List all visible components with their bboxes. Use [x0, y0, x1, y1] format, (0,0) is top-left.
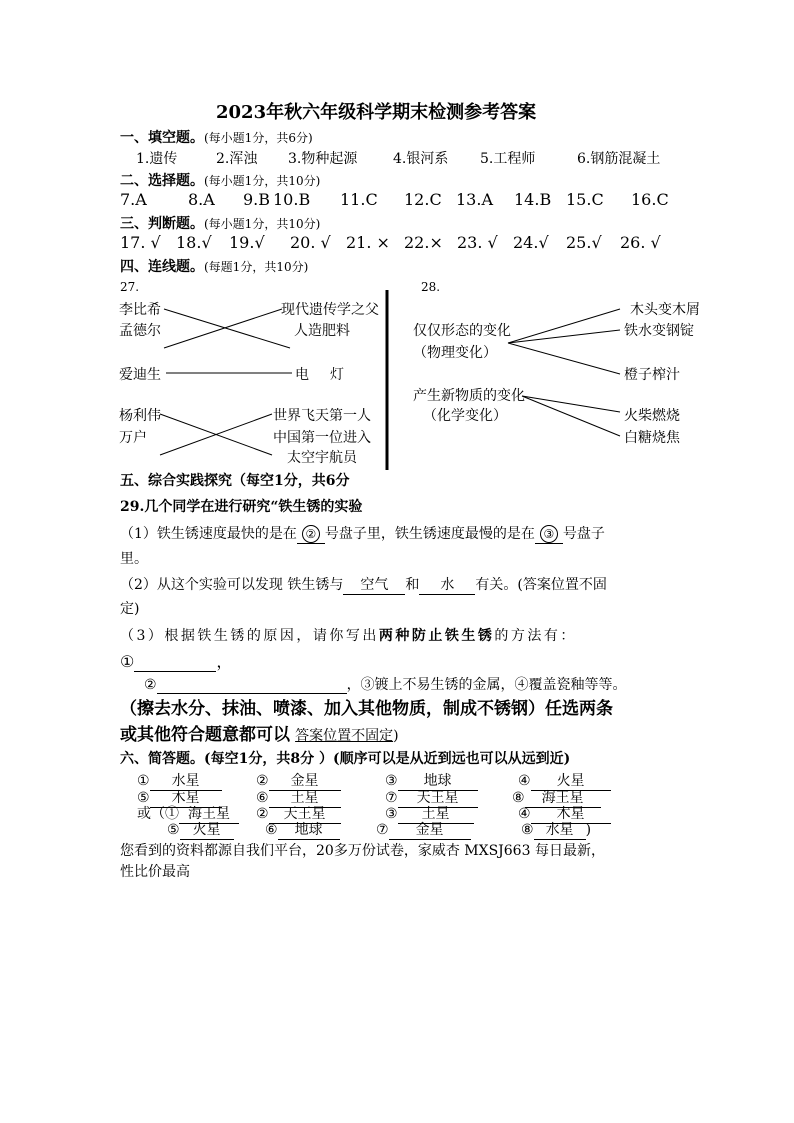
sec3-answer: 24.√: [513, 233, 549, 252]
sec1-answer: 3.物种起源: [288, 151, 358, 167]
planet-answer: ② 金星: [256, 770, 341, 791]
q28-right-item: 橙子榨汁: [624, 367, 680, 383]
q27-right-item: 世界飞天第一人: [273, 408, 371, 424]
q27-left-item: 杨利伟: [119, 408, 161, 424]
section-3-heading: 三、判断题。(每小题1分，共10分): [120, 216, 321, 232]
sec1-answer: 1.遗传: [136, 151, 178, 167]
sec2-answer: 9.B: [243, 190, 271, 209]
footer-line-2: 性比价最高: [120, 864, 190, 880]
section-4-heading: 四、连线题。(每题1分，共10分): [120, 259, 309, 275]
section-1-heading: 一、填空题。(每小题1分，共6分): [120, 130, 313, 146]
sec2-answer: 11.C: [340, 190, 378, 209]
q28-left-item: 仅仅形态的变化: [413, 323, 511, 339]
planet-answer-alt: 或（① 海王星: [137, 803, 239, 824]
sec2-answer: 14.B: [514, 190, 552, 209]
q28-right-item: 木头变木屑: [630, 302, 700, 318]
planet-answer: ⑦ 天王星: [385, 787, 478, 808]
planet-answer: ⑧ 海王星: [512, 787, 601, 808]
sec2-answer: 8.A: [188, 190, 215, 209]
planet-answer-alt: ② 天王星: [256, 803, 341, 824]
sec3-answer: 17. √: [120, 233, 161, 252]
q28-left-item: （物理变化）: [413, 345, 497, 361]
q28-line: [508, 343, 620, 374]
q29-part3: （3）根据铁生锈的原因，请你写出两种防止铁生锈的方法有：: [120, 628, 577, 644]
sec3-answer: 21. ×: [346, 233, 390, 252]
sec3-answer: 26. √: [620, 233, 661, 252]
sec2-answer: 10.B: [273, 190, 311, 209]
q27-right-item: 电: [295, 367, 309, 383]
answer-blank: 空气: [343, 574, 405, 595]
q29-part2-cont: 定): [120, 601, 140, 617]
section-6-heading: 六、简答题。(每空1分，共8分 ）(顺序可以是从近到远也可以从远到近): [120, 751, 571, 767]
sec2-answer: 16.C: [631, 190, 669, 209]
planet-answer: ⑤ 木星: [137, 787, 222, 808]
planet-answer-alt: ⑥ 地球: [265, 819, 340, 840]
sec1-answer: 2.浑浊: [216, 151, 258, 167]
q27-left-item: 万户: [119, 430, 147, 446]
sec3-answer: 23. √: [457, 233, 498, 252]
q28-line: [522, 396, 620, 436]
answer-blank: [134, 652, 216, 672]
answer-blank: ②: [297, 525, 325, 544]
answer-blank: ③: [535, 525, 563, 544]
section-5-heading: 五、综合实践探究（每空1分，共6分: [120, 473, 350, 489]
q29-answer-line1: （擦去水分、抹油、喷漆、加入其他物质，制成不锈钢）任选两条: [120, 699, 613, 719]
q28-right-item: 火柴燃烧: [624, 408, 680, 424]
sec3-answer: 19.√: [229, 233, 265, 252]
sec2-answer: 15.C: [566, 190, 604, 209]
q29-part2: （2）从这个实验可以发现 铁生锈与 空气 和 水 有关。(答案位置不固: [120, 574, 607, 595]
q28-right-item: 铁水变钢锭: [624, 323, 694, 339]
page-title: 2023年秋六年级科学期末检测参考答案: [216, 102, 537, 123]
q28-right-item: 白糖烧焦: [624, 430, 680, 446]
q27-right-item: 中国第一位进入: [273, 430, 371, 446]
sec3-answer: 18.√: [176, 233, 212, 252]
sec3-answer: 20. √: [290, 233, 331, 252]
sec1-answer: 6.钢筋混凝土: [577, 151, 661, 167]
q27-right-item: 现代遗传学之父: [281, 302, 379, 318]
sec3-answer: 22.×: [404, 233, 443, 252]
q27-right-item: 灯: [330, 367, 344, 383]
q28-line: [522, 396, 620, 412]
planet-answer: ⑥ 土星: [256, 787, 341, 808]
q27-label: 27.: [120, 280, 140, 294]
q29-blank-2: ② ，③镀上不易生锈的金属，④覆盖瓷釉等等。: [144, 677, 627, 693]
q27-right-item: 人造肥料: [294, 323, 350, 339]
q27-left-item: 李比希: [119, 302, 161, 318]
answer-blank: 水: [419, 574, 475, 595]
q28-left-item: （化学变化）: [423, 408, 507, 424]
q29-part1: （1）铁生锈速度最快的是在 ② 号盘子里，铁生锈速度最慢的是在 ③ 号盘子: [120, 526, 605, 542]
answer-blank: [157, 677, 347, 694]
q29-part1-cont: 里。: [120, 551, 148, 567]
q28-label: 28.: [421, 280, 441, 294]
planet-answer: ④ 火星: [518, 770, 611, 791]
q27-left-item: 爱迪生: [119, 367, 161, 383]
q29-blank-1: ① ，: [120, 652, 233, 671]
sec3-answer: 25.√: [566, 233, 602, 252]
q29-answer-line2: 或其他符合题意都可以 答案位置不固定): [120, 725, 399, 745]
planet-answer: ③ 地球: [385, 770, 478, 791]
planet-answer-alt: ③ 土星: [385, 803, 474, 824]
planet-answer-alt: ⑧ 水星 ): [521, 819, 591, 840]
planet-answer-alt: ④ 木星: [518, 803, 611, 824]
sec2-answer: 12.C: [404, 190, 442, 209]
q28-line: [508, 309, 620, 343]
sec2-answer: 7.A: [120, 190, 147, 209]
planet-answer: ① 水星: [137, 770, 222, 791]
q28-line: [508, 330, 620, 343]
planet-answer-alt: ⑤ 火星: [167, 819, 234, 840]
sec2-answer: 13.A: [456, 190, 493, 209]
planet-answer-alt: ⑦ 金星: [376, 819, 471, 840]
footer-line-1: 您看到的资料都源自我们平台，20多万份试卷，家威杏 MXSJ663 每日最新，: [120, 843, 605, 859]
sec1-answer: 5.工程师: [480, 151, 536, 167]
q27-left-item: 孟德尔: [119, 323, 161, 339]
section-2-heading: 二、选择题。(每小题1分，共10分): [120, 173, 321, 189]
q27-right-item: 太空宇航员: [287, 450, 357, 466]
q29-title: 29.几个同学在进行研究“铁生锈的实验: [120, 499, 363, 515]
q28-left-item: 产生新物质的变化: [413, 388, 525, 404]
sec1-answer: 4.银河系: [393, 151, 449, 167]
